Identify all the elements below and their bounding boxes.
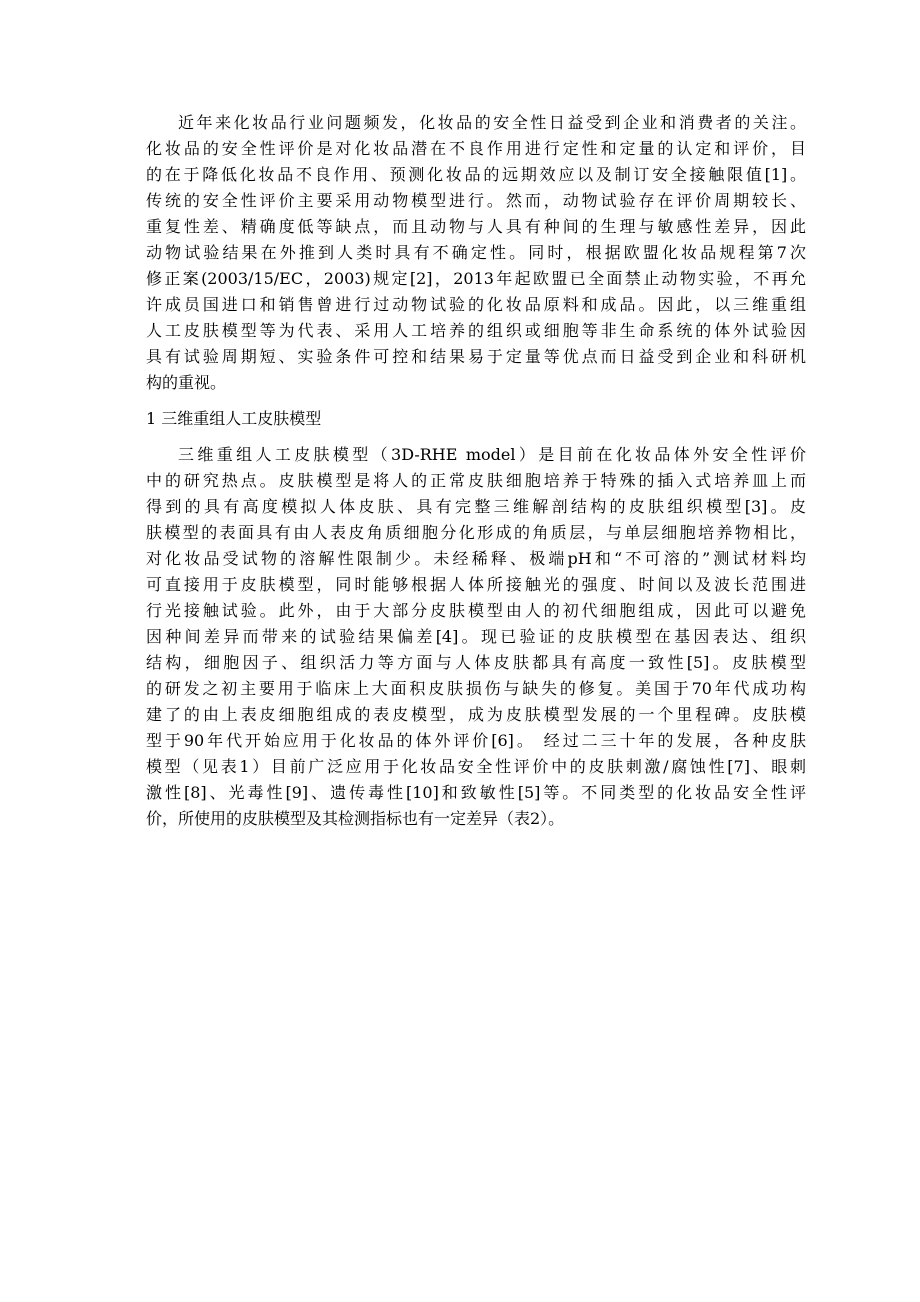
- section-heading: 1 三维重组人工皮肤模型: [146, 409, 322, 428]
- text-line: 价，所使用的皮肤模型及其检测指标也有一定差异（表2）。: [146, 809, 565, 828]
- text-line: 化妆品的安全性评价是对化妆品潜在不良作用进行定性和定量的认定和评价，目: [146, 139, 806, 158]
- text-line: 结构，细胞因子、组织活力等方面与人体皮肤都具有高度一致性[5]。皮肤模型: [146, 653, 806, 672]
- text-line: 激性[8]、光毒性[9]、遗传毒性[10]和致敏性[5]等。不同类型的化妆品安全性评: [146, 783, 806, 802]
- document-body: [146, 110, 806, 832]
- text-line: 模型（见表1）目前广泛应用于化妆品安全性评价中的皮肤刺激/腐蚀性[7]、眼刺: [146, 757, 806, 776]
- text-line: 具有试验周期短、实验条件可控和结果易于定量等优点而日益受到企业和科研机: [146, 347, 806, 366]
- text-line: 的在于降低化妆品不良作用、预测化妆品的远期效应以及制订安全接触限值[1]。: [146, 165, 806, 184]
- paragraph-skin-model: [146, 442, 806, 832]
- text-line: 三维重组人工皮肤模型（3D-RHE model）是目前在化妆品体外安全性评价: [178, 445, 806, 464]
- text-line: 重复性差、精确度低等缺点，而且动物与人具有种间的生理与敏感性差异，因此: [146, 217, 806, 236]
- text-line: 肤模型的表面具有由人表皮角质细胞分化形成的角质层，与单层细胞培养物相比，: [146, 523, 806, 542]
- text-line: 对化妆品受试物的溶解性限制少。未经稀释、极端pH和“不可溶的”测试材料均: [146, 549, 806, 568]
- text-line: 因种间差异而带来的试验结果偏差[4]。现已验证的皮肤模型在基因表达、组织: [146, 627, 806, 646]
- text-line: 传统的安全性评价主要采用动物模型进行。然而，动物试验存在评价周期较长、: [146, 191, 806, 210]
- text-line: 近年来化妆品行业问题频发，化妆品的安全性日益受到企业和消费者的关注。: [178, 113, 806, 132]
- text-line: 的研发之初主要用于临床上大面积皮肤损伤与缺失的修复。美国于70年代成功构: [146, 679, 806, 698]
- text-line: 动物试验结果在外推到人类时具有不确定性。同时，根据欧盟化妆品规程第7次: [146, 243, 806, 262]
- text-line: 许成员国进口和销售曾进行过动物试验的化妆品原料和成品。因此，以三维重组: [146, 295, 806, 314]
- text-line: 构的重视。: [146, 373, 227, 392]
- text-line: 修正案(2003/15/EC，2003)规定[2]，2013年起欧盟已全面禁止动物实验，不再允: [146, 269, 806, 288]
- text-line: 中的研究热点。皮肤模型是将人的正常皮肤细胞培养于特殊的插入式培养皿上而: [146, 471, 806, 490]
- paragraph-intro: [146, 110, 806, 396]
- text-line: 型于90年代开始应用于化妆品的体外评价[6]。 经过二三十年的发展，各种皮肤: [146, 731, 806, 750]
- text-line: 可直接用于皮肤模型，同时能够根据人体所接触光的强度、时间以及波长范围进: [146, 575, 806, 594]
- text-line: 得到的具有高度模拟人体皮肤、具有完整三维解剖结构的皮肤组织模型[3]。皮: [146, 497, 806, 516]
- text-line: 建了的由上表皮细胞组成的表皮模型，成为皮肤模型发展的一个里程碑。皮肤模: [146, 705, 806, 724]
- text-line: 行光接触试验。此外，由于大部分皮肤模型由人的初代细胞组成，因此可以避免: [146, 601, 806, 620]
- text-line: 人工皮肤模型等为代表、采用人工培养的组织或细胞等非生命系统的体外试验因: [146, 321, 806, 340]
